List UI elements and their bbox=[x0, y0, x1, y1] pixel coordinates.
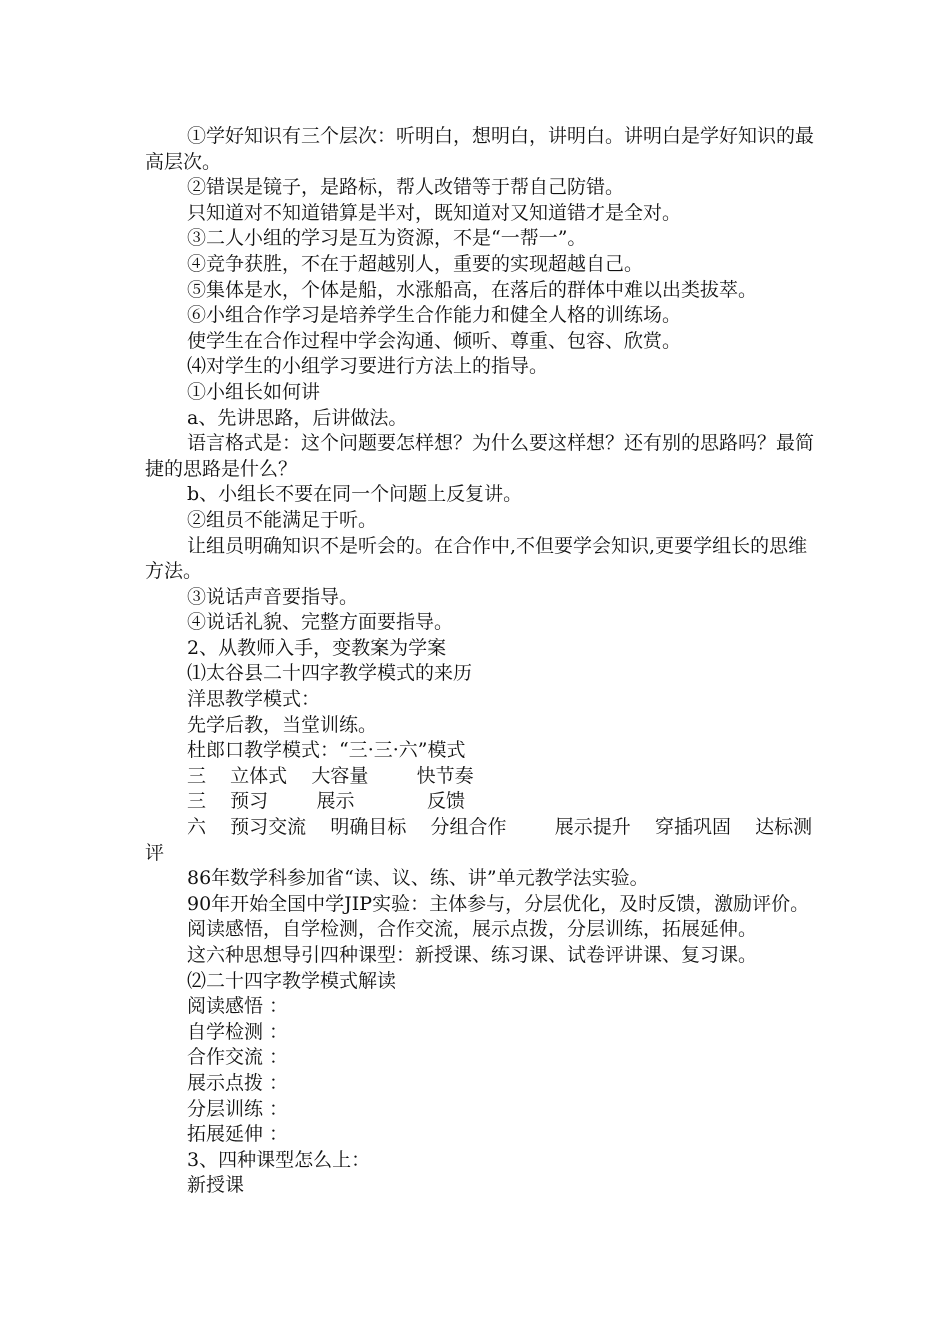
paragraph: 三 预习 展示 反馈 bbox=[187, 790, 465, 813]
paragraph: 阅读感悟，自学检测，合作交流，展示点拨，分层训练，拓展延伸。 bbox=[187, 918, 758, 941]
paragraph: ②错误是镜子，是路标，帮人改错等于帮自己防错。 bbox=[187, 176, 625, 199]
paragraph: 洋思教学模式： bbox=[187, 688, 321, 711]
paragraph: ⑤集体是水，个体是船，水涨船高，在落后的群体中难以出类拔萃。 bbox=[187, 278, 758, 301]
document-body bbox=[145, 124, 815, 1199]
paragraph: 3、四种课型怎么上： bbox=[187, 1148, 371, 1171]
paragraph: 自学检测 ： bbox=[187, 1020, 289, 1043]
paragraph: b、小组长不要在同一个问题上反复讲。 bbox=[187, 483, 523, 506]
paragraph: 使学生在合作过程中学会沟通、倾听、尊重、包容、欣赏。 bbox=[187, 329, 682, 352]
paragraph: a、先讲思路，后讲做法。 bbox=[187, 406, 408, 429]
paragraph: 杜郎口教学模式：“三·三·六”模式 bbox=[187, 739, 466, 762]
paragraph: 六 预习交流 明确目标 分组合作 展示提升 穿插巩固 达标测评 bbox=[145, 816, 813, 864]
paragraph: ①小组长如何讲 bbox=[187, 380, 321, 403]
paragraph: ①学好知识有三个层次：听明白，想明白，讲明白。讲明白是学好知识的最高层次。 bbox=[145, 125, 815, 173]
paragraph: 这六种思想导引四种课型：新授课、练习课、试卷评讲课、复习课。 bbox=[187, 944, 758, 966]
paragraph: ③说话声音要指导。 bbox=[187, 585, 359, 608]
paragraph: 90年开始全国中学JIP实验：主体参与，分层优化，及时反馈，激励评价。 bbox=[187, 892, 810, 915]
paragraph: ④竞争获胜，不在于超越别人，重要的实现超越自己。 bbox=[187, 252, 644, 275]
paragraph: 先学后教，当堂训练。 bbox=[187, 713, 378, 736]
paragraph: 三 立体式 大容量 快节奏 bbox=[187, 764, 474, 787]
paragraph: ⑴太谷县二十四字教学模式的来历 bbox=[187, 662, 473, 685]
paragraph: 拓展延伸 ： bbox=[187, 1123, 289, 1146]
paragraph: ⑷对学生的小组学习要进行方法上的指导。 bbox=[187, 355, 549, 378]
paragraph: ⑵二十四字教学模式解读 bbox=[187, 969, 397, 992]
paragraph: 2、从教师入手，变教案为学案 bbox=[187, 636, 447, 659]
paragraph: ②组员不能满足于听。 bbox=[187, 508, 378, 531]
paragraph: ③二人小组的学习是互为资源，不是“一帮一”。 bbox=[187, 227, 587, 250]
paragraph: 语言格式是：这个问题要怎样想？为什么要这样想？还有别的思路吗？最简捷的思路是什么？ bbox=[145, 432, 815, 480]
paragraph: 86年数学科参加省“读、议、练、讲”单元教学法实验。 bbox=[187, 867, 649, 890]
paragraph: ⑥小组合作学习是培养学生合作能力和健全人格的训练场。 bbox=[187, 304, 682, 327]
paragraph: 阅读感悟 ： bbox=[187, 995, 289, 1018]
paragraph: 展示点拨 ： bbox=[187, 1071, 289, 1094]
paragraph: 新授课 bbox=[187, 1174, 245, 1197]
paragraph: 分层训练 ： bbox=[187, 1097, 289, 1120]
paragraph: 让组员明确知识不是听会的。在合作中,不但要学会知识,更要学组长的思维方法。 bbox=[145, 534, 808, 583]
paragraph: ④说话礼貌、完整方面要指导。 bbox=[187, 611, 454, 634]
paragraph: 只知道对不知道错算是半对，既知道对又知道错才是全对。 bbox=[187, 201, 682, 224]
paragraph: 合作交流 ： bbox=[187, 1046, 289, 1069]
